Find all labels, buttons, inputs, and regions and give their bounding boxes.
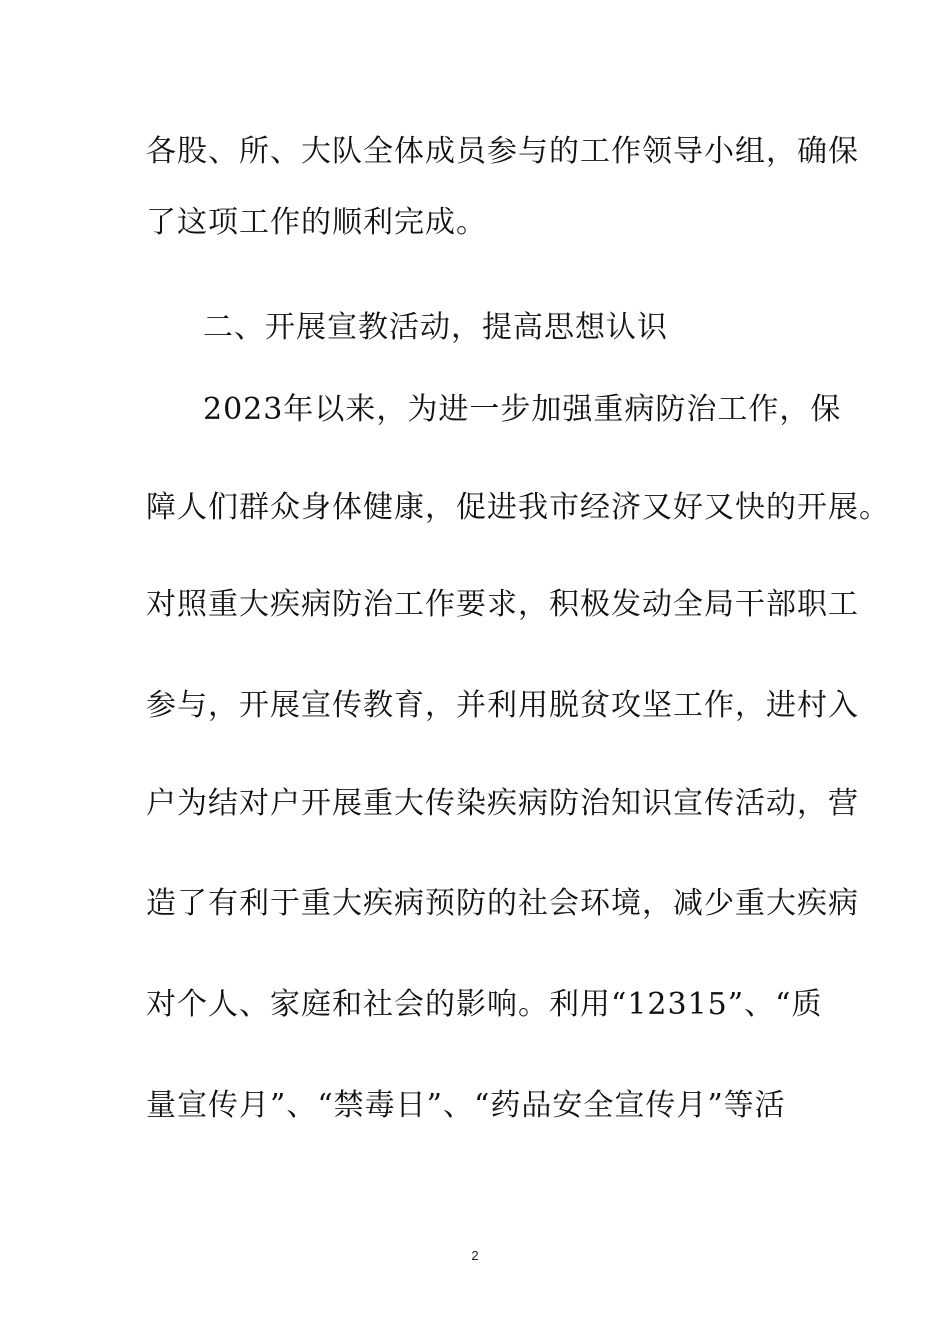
page-number: 2 <box>471 1248 479 1263</box>
body-text-line: 各股、所、大队全体成员参与的工作领导小组，确保 <box>146 134 859 169</box>
body-text-line: 户为结对户开展重大传染疾病防治知识宣传活动，营 <box>146 786 859 821</box>
body-text-line: 障人们群众身体健康，促进我市经济又好又快的开展。 <box>146 490 890 525</box>
body-text-line: 对个人、家庭和社会的影响。利用“12315”、“质 <box>146 987 823 1022</box>
section-heading: 二、开展宣教活动，提高思想认识 <box>203 310 668 345</box>
body-text-line: 了这项工作的顺利完成。 <box>146 205 487 240</box>
body-text-line: 造了有利于重大疾病预防的社会环境，减少重大疾病 <box>146 886 859 921</box>
body-text-line: 量宣传月”、“禁毒日”、“药品安全宣传月”等活 <box>146 1088 786 1123</box>
body-text-line: 参与，开展宣传教育，并利用脱贫攻坚工作，进村入 <box>146 688 859 723</box>
body-text-line: 对照重大疾病防治工作要求，积极发动全局干部职工 <box>146 587 859 622</box>
body-text-line: 2023年以来，为进一步加强重病防治工作，保 <box>203 392 842 427</box>
